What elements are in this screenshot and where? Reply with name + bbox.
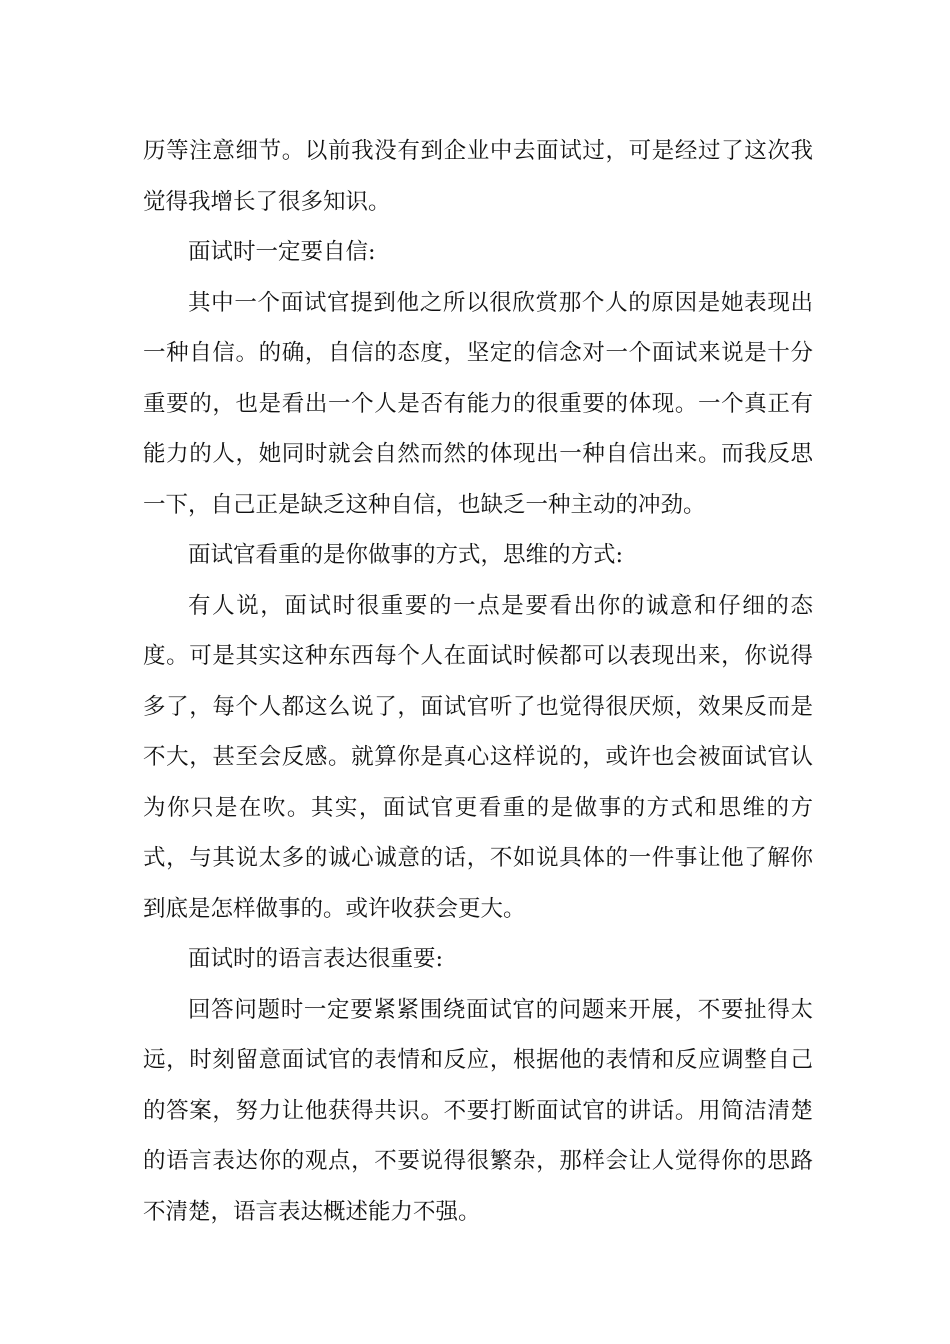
section-heading-confidence: 面试时一定要自信: (188, 239, 376, 265)
section-heading-working-style: 面试官看重的是你做事的方式，思维的方式: (188, 542, 624, 568)
paragraph-1: 历等注意细节。以前我没有到企业中去面试过，可是经过了这次我觉得我增长了很多知识。 (143, 138, 813, 215)
paragraph-2: 其中一个面试官提到他之所以很欣赏那个人的原因是她表现出一种自信。的确，自信的态度，坚定的信念对一个面试来说是十分重要的，也是看出一个人是否有能力的很重要的体现。一个真正有能力的人，她同时就会自然而然的体现出一种自信出来。而我反思一下，自己正是缺乏这种自信，也缺乏一种主动的冲劲。 (143, 289, 813, 518)
section-heading-language: 面试时的语言表达很重要: (188, 946, 444, 972)
paragraph-3: 有人说，面试时很重要的一点是要看出你的诚意和仔细的态度。可是其实这种东西每个人在面试时候都可以表现出来，你说得多了，每个人都这么说了，面试官听了也觉得很厌烦，效果反而是不大，甚至会反感。就算你是真心这样说的，或许也会被面试官认为你只是在吹。其实，面试官更看重的是做事的方式和思维的方式，与其说太多的诚心诚意的话，不如说具体的一件事让他了解你到底是怎样做事的。或许收获会更大。 (143, 592, 813, 922)
document-body (143, 126, 813, 1237)
paragraph-4: 回答问题时一定要紧紧围绕面试官的问题来开展，不要扯得太远，时刻留意面试官的表情和反应，根据他的表情和反应调整自己的答案，努力让他获得共识。不要打断面试官的讲话。用简洁清楚的语言表达你的观点，不要说得很繁杂，那样会让人觉得你的思路不清楚，语言表达概述能力不强。 (143, 996, 813, 1225)
